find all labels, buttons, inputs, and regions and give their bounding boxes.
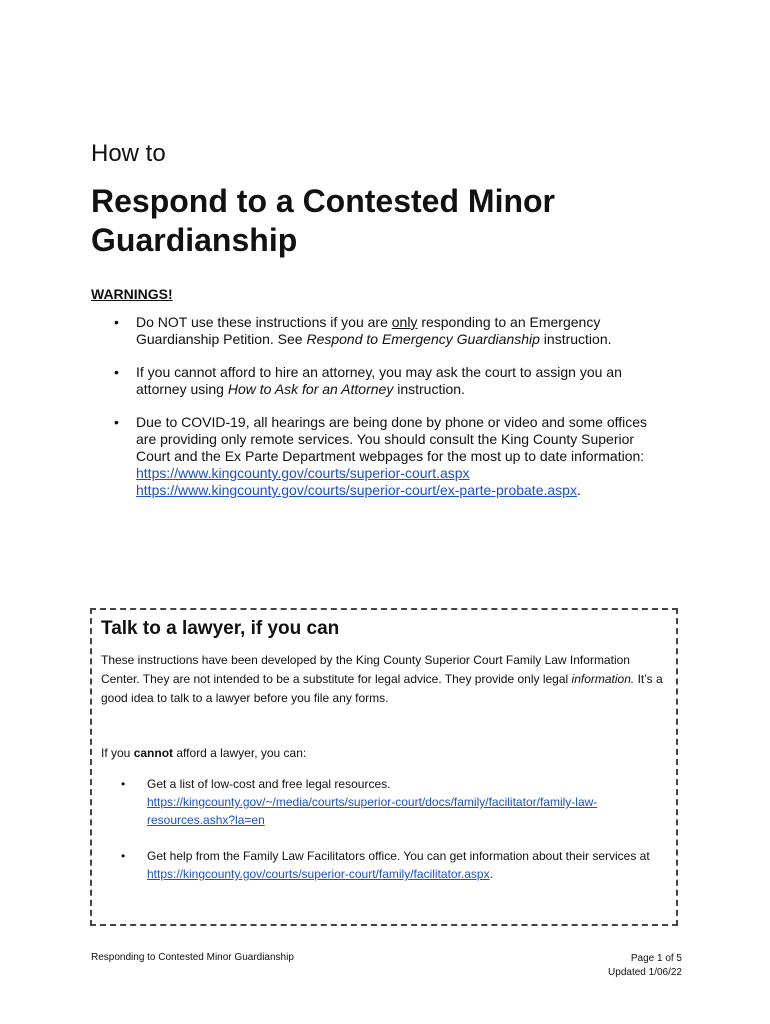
warning-text: instruction. [539, 331, 612, 347]
warning-text: Do NOT use these instructions if you are [136, 314, 392, 330]
cannot-text: afford a lawyer, you can: [173, 746, 307, 760]
resource-text: Get a list of low-cost and free legal resources. [147, 777, 391, 791]
bullet-icon: • [121, 777, 126, 791]
callout-title: Talk to a lawyer, if you can [101, 618, 340, 639]
pre-title: How to [91, 140, 166, 167]
warning-item-2 [91, 364, 651, 398]
instruction-title: Respond to Emergency Guardianship [306, 331, 540, 347]
warnings-heading: WARNINGS! [91, 286, 173, 302]
resource-item-2 [101, 847, 666, 883]
cannot-afford-line [101, 746, 306, 760]
resource-item-1 [101, 775, 666, 829]
lawyer-callout-box [90, 608, 678, 926]
cannot-text: If you [101, 746, 134, 760]
bullet-icon: • [114, 364, 119, 380]
cannot-bold: cannot [133, 746, 174, 760]
warnings-list [91, 314, 651, 515]
callout-text: It’s a good idea to talk to a lawyer before you file any forms. [101, 672, 663, 705]
warning-text: . [576, 482, 581, 498]
warning-underline: only [391, 314, 418, 330]
warning-text: Due to COVID-19, all hearings are being done by phone or video and some offices are providing only remote services. You should consult the King County Superior Court and the Ex Parte Department webpages for the most up to date information: [136, 414, 648, 464]
bullet-icon: • [114, 314, 119, 330]
callout-text: These instructions have been developed by the King County Superior Court Family Law Information Center. They are not intended to be a substitute for legal advice. They provide only legal [101, 653, 630, 686]
updated-date: Updated 1/06/22 [608, 967, 682, 978]
callout-paragraph [101, 651, 666, 708]
warning-item-3 [91, 414, 651, 499]
warning-text: If you cannot afford to hire an attorney, you may ask the court to assign you an attorney using [136, 364, 622, 397]
instruction-title: How to Ask for an Attorney [227, 381, 394, 397]
ex-parte-link[interactable]: https://www.kingcounty.gov/courts/superior-court/ex-parte-probate.aspx [136, 482, 577, 498]
warning-item-1 [91, 314, 651, 348]
facilitator-link[interactable]: https://kingcounty.gov/courts/superior-court/family/facilitator.aspx [147, 867, 490, 881]
page-title: Respond to a Contested Minor Guardianship [91, 183, 555, 258]
bullet-icon: • [121, 849, 126, 863]
resource-text: . [489, 867, 493, 881]
warning-text: responding to an Emergency Guardianship Petition. See [136, 314, 601, 347]
resource-list [101, 775, 666, 901]
resource-text: Get help from the Family Law Facilitators office. You can get information about their services at [147, 849, 650, 863]
page-number: Page 1 of 5 [630, 953, 682, 964]
callout-italic: information. [571, 672, 635, 686]
legal-resources-link[interactable]: https://kingcounty.gov/~/media/courts/superior-court/docs/family/facilitator/family-law-resources.ashx?la=en [147, 795, 598, 827]
warning-text: instruction. [393, 381, 465, 397]
bullet-icon: • [114, 414, 119, 430]
superior-court-link[interactable]: https://www.kingcounty.gov/courts/superior-court.aspx [136, 465, 470, 481]
footer-doc-title: Responding to Contested Minor Guardianship [91, 952, 294, 963]
footer-page-info [608, 952, 682, 980]
